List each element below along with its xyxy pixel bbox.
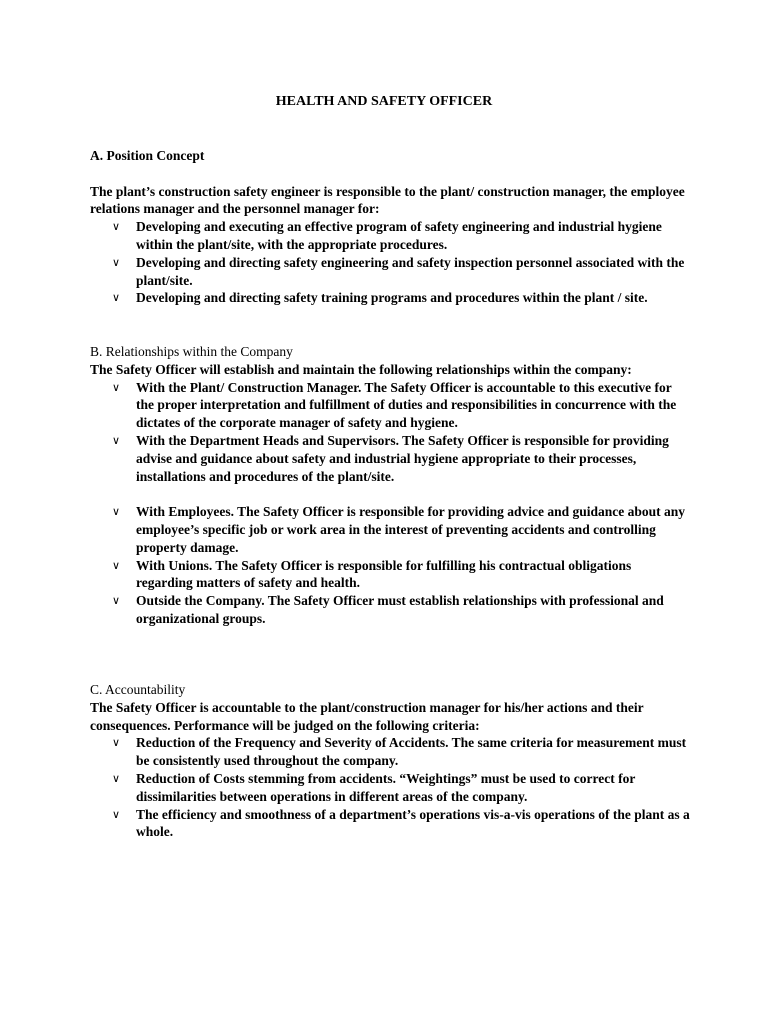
list-item: ∨ Reduction of Costs stemming from accidents. “Weightings” must be used to correct for dissimilarities between operations in different areas of the company.: [112, 770, 636, 804]
section-position-concept: [90, 147, 690, 307]
bullet-marker: ∨: [112, 771, 121, 785]
bullet-marker: ∨: [112, 291, 121, 305]
list-item: ∨ With Unions. The Safety Officer is responsible for fulfilling his contractual obligations regarding matters of safety and health.: [112, 557, 632, 591]
bullet-marker: ∨: [112, 807, 121, 821]
bullet-marker: ∨: [112, 220, 121, 234]
bullet-marker: ∨: [112, 433, 121, 447]
list-item: ∨ Reduction of the Frequency and Severity of Accidents. The same criteria for measurement must be consistently used throughout the company.: [112, 735, 687, 769]
list-item: ∨ With Employees. The Safety Officer is responsible for providing advice and guidance about any employee’s specific job or work area in the interest of preventing accidents and controlling property damage.: [112, 504, 686, 555]
list-item: ∨ Developing and executing an effective program of safety engineering and industrial hygiene within the plant/site, with the appropriate procedures.: [112, 219, 662, 252]
list-item: ∨ Developing and directing safety training programs and procedures within the plant / site.: [112, 290, 648, 306]
section-intro: The Safety Officer is accountable to the plant/construction manager for his/her actions and their consequences. Performance will be judged on the following criteria:: [90, 699, 644, 733]
bullet-list: [90, 218, 690, 307]
bullet-marker: ∨: [112, 255, 121, 269]
section-intro: The Safety Officer will establish and maintain the following relationships within the company:: [90, 361, 632, 377]
bullet-marker: ∨: [112, 736, 121, 750]
list-item: ∨ Outside the Company. The Safety Officer must establish relationships with professional and organizational groups.: [112, 593, 664, 626]
section-relationships: [90, 343, 690, 628]
section-accountability: [90, 681, 690, 841]
section-heading: A. Position Concept: [90, 148, 205, 163]
document-title: HEALTH AND SAFETY OFFICER: [275, 94, 493, 109]
list-item: ∨ With the Plant/ Construction Manager. The Safety Officer is accountable to this executive for the proper interpretation and fulfillment of duties and responsibilities in concurrence with the dictates of the corporate manager of safety and hygiene.: [112, 379, 677, 431]
section-heading: B. Relationships within the Company: [90, 344, 293, 359]
section-heading: C. Accountability: [90, 682, 186, 697]
bullet-marker: ∨: [112, 594, 121, 608]
bullet-list: [90, 379, 690, 628]
list-item: ∨ Developing and directing safety engineering and safety inspection personnel associated with the plant/site.: [112, 254, 685, 288]
bullet-marker: ∨: [112, 505, 121, 519]
list-item: ∨ With the Department Heads and Supervisors. The Safety Officer is responsible for providing advise and guidance about safety and industrial hygiene appropriate to their processes, installations and procedures of the plant/site.: [112, 432, 669, 484]
section-intro: The plant’s construction safety engineer is responsible to the plant/ construction manager, the employee relations manager and the personnel manager for:: [90, 183, 685, 217]
list-item: ∨ The efficiency and smoothness of a department’s operations vis-a-vis operations of the plant as a whole.: [112, 806, 690, 840]
bullet-marker: ∨: [112, 558, 121, 572]
bullet-marker: ∨: [112, 380, 121, 394]
bullet-list: [90, 734, 690, 841]
